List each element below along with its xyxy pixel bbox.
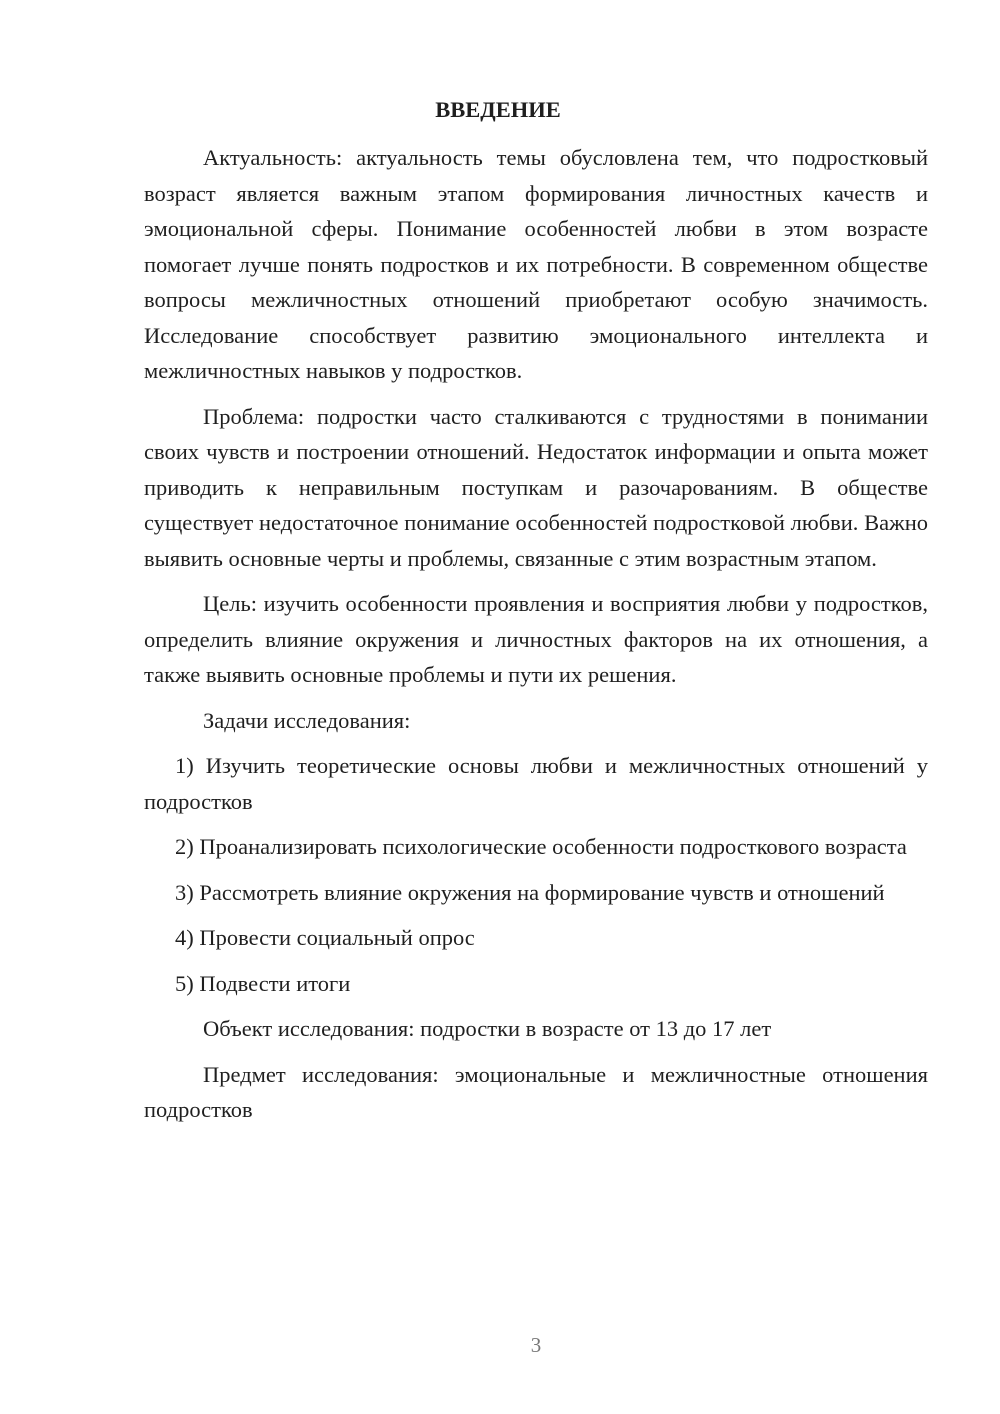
research-object: Объект исследования: подростки в возрасте от 13 до 17 лет [203,1016,772,1041]
page-content [144,94,928,1138]
problem-paragraph: Проблема: подростки часто сталкиваются с трудностями в понимании своих чувств и построении отношений. Недостаток информации и опыта может приводить к неправильным поступкам и разочарованиям. В обществе существует недостаточное понимание особенностей подростковой любви. Важно выявить основные черты и проблемы, связанные с этим возрастным этапом. [144,403,928,571]
relevance-paragraph: Актуальность: актуальность темы обусловлена тем, что подростковый возраст является важным этапом формирования личностных качеств и эмоциональной сферы. Понимание особенностей любви в этом возрасте помогает лучше понять подростков и их потребности. В современном обществе вопросы межличностных отношений приобретают особую значимость. Исследование способствует развитию эмоционального интеллекта и межличностных навыков у подростков. [144,145,928,383]
task-item: 3) Рассмотреть влияние окружения на формирование чувств и отношений [175,879,885,905]
task-item: 5) Подвести итоги [175,970,351,996]
task-item: 4) Провести социальный опрос [175,925,475,950]
goal-paragraph: Цель: изучить особенности проявления и восприятия любви у подростков, определить влияние окружения и личностных факторов на их отношения, а также выявить основные проблемы и пути их решения. [144,591,928,687]
research-subject: Предмет исследования: эмоциональные и межличностные отношения подростков [144,1061,928,1122]
task-item: 2) Проанализировать психологические особенности подросткового возраста [175,834,907,859]
tasks-heading: Задачи исследования: [203,707,411,733]
section-title: ВВЕДЕНИЕ [435,97,561,122]
page-number: 3 [530,1333,542,1357]
task-item: 1) Изучить теоретические основы любви и межличностных отношений у подростков [144,753,928,814]
